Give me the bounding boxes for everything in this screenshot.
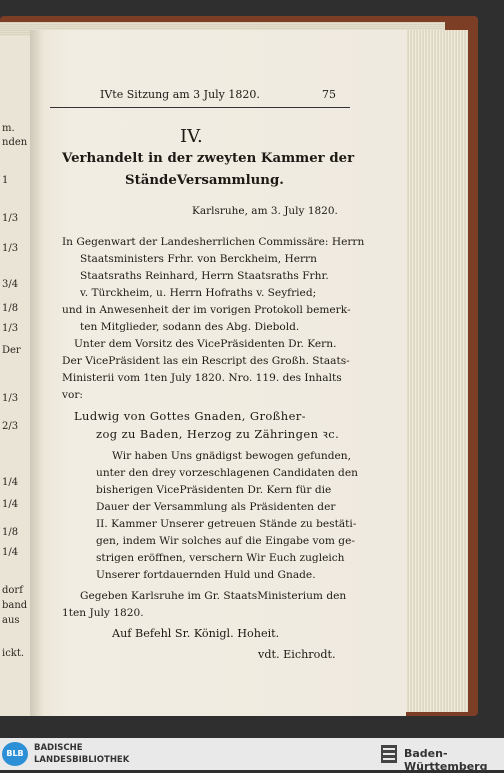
command-line: Auf Befehl Sr. Königl. Hoheit. xyxy=(112,627,280,640)
decree-line: II. Kammer Unserer getreuen Stände zu bestäti- xyxy=(96,518,357,530)
bw-coat-of-arms-icon xyxy=(380,744,398,764)
left-page-fragment: 1/4 xyxy=(2,499,19,510)
left-page-fragment: m. xyxy=(2,123,15,134)
body-line: In Gegenwart der Landesherrlichen Commissäre: Herrn xyxy=(62,236,365,248)
signature: vdt. Eichrodt. xyxy=(258,648,336,661)
left-page-fragment: 1/4 xyxy=(2,547,19,558)
given-line: Gegeben Karlsruhe im Gr. StaatsMinisterium den xyxy=(80,590,347,602)
library-name-line2: LANDESBIBLIOTHEK xyxy=(34,755,130,765)
left-page-fragment: band xyxy=(2,600,28,611)
left-page-fragment: dorf xyxy=(2,585,23,596)
body-line: Unter dem Vorsitz des VicePräsidenten Dr. Kern. xyxy=(74,338,337,350)
left-page-fragment: 2/3 xyxy=(2,421,19,432)
decree-line: unter den drey vorzeschlagenen Candidaten den xyxy=(96,467,358,479)
decree-heading: Ludwig von Gottes Gnaden, Großher- xyxy=(74,409,306,423)
decree-heading: zog zu Baden, Herzog zu Zähringen ꝛc. xyxy=(96,427,340,441)
body-line: v. Türckheim, u. Herrn Hofraths v. Seyfried; xyxy=(80,287,317,299)
left-page-fragment: nden xyxy=(2,137,28,148)
section-title-line2: StändeVersammlung. xyxy=(125,173,284,188)
library-name[interactable] xyxy=(34,742,129,766)
running-head: IVte Sitzung am 3 July 1820. xyxy=(100,88,260,101)
body-line: Ministerii vom 1ten July 1820. Nro. 119. des Inhalts xyxy=(62,372,342,384)
left-page-fragment: ickt. xyxy=(2,648,25,659)
given-line: 1ten July 1820. xyxy=(62,607,144,619)
decree-line: gen, indem Wir solches auf die Eingabe vom ge- xyxy=(96,535,355,547)
left-page-fragment: 1/3 xyxy=(2,323,19,334)
left-page-fragment: 3/4 xyxy=(2,279,19,290)
left-page-fragment: aus xyxy=(2,615,20,626)
left-page-fragment: 1/3 xyxy=(2,213,19,224)
left-page-fragment: Der xyxy=(2,345,21,356)
place-date: Karlsruhe, am 3. July 1820. xyxy=(192,205,338,217)
body-line: und in Anwesenheit der im vorigen Protokoll bemerk- xyxy=(62,304,351,316)
decree-line: Dauer der Versammlung als Präsidenten der xyxy=(96,501,336,513)
body-line: Staatsministers Frhr. von Berckheim, Herrn xyxy=(80,253,317,265)
header-rule xyxy=(50,107,350,108)
blb-logo-text: BLB xyxy=(6,749,24,758)
left-page-fragment: 1 xyxy=(2,175,9,186)
decree-line: Wir haben Uns gnädigst bewogen gefunden, xyxy=(112,450,351,462)
body-line: ten Mitglieder, sodann des Abg. Diebold. xyxy=(80,321,300,333)
left-page-fragment: 1/8 xyxy=(2,527,19,538)
page-number: 75 xyxy=(322,88,336,101)
footer-bar xyxy=(0,738,504,773)
left-page-fragment: 1/4 xyxy=(2,477,19,488)
decree-line: Unserer fortdauernden Huld und Gnade. xyxy=(96,569,316,581)
left-page-fragment: 1/8 xyxy=(2,303,19,314)
body-line: vor: xyxy=(62,389,83,401)
left-page-fragment: 1/3 xyxy=(2,393,19,404)
page-fore-edge xyxy=(400,30,468,712)
section-title-line1: Verhandelt in der zweyten Kammer der xyxy=(62,151,355,166)
body-line: Staatsraths Reinhard, Herrn Staatsraths Frhr. xyxy=(80,270,329,282)
blb-logo[interactable] xyxy=(2,742,28,766)
section-number: IV. xyxy=(180,126,203,147)
body-line: Der VicePräsident las ein Rescript des Großh. Staats- xyxy=(62,355,350,367)
library-name-line1: BADISCHE xyxy=(34,743,83,753)
state-label[interactable]: Baden-Württemberg xyxy=(404,747,488,773)
decree-line: bisherigen VicePräsidenten Dr. Kern für die xyxy=(96,484,332,496)
left-page-fragment: 1/3 xyxy=(2,243,19,254)
decree-line: strigen eröffnen, verschern Wir Euch zugleich xyxy=(96,552,345,564)
